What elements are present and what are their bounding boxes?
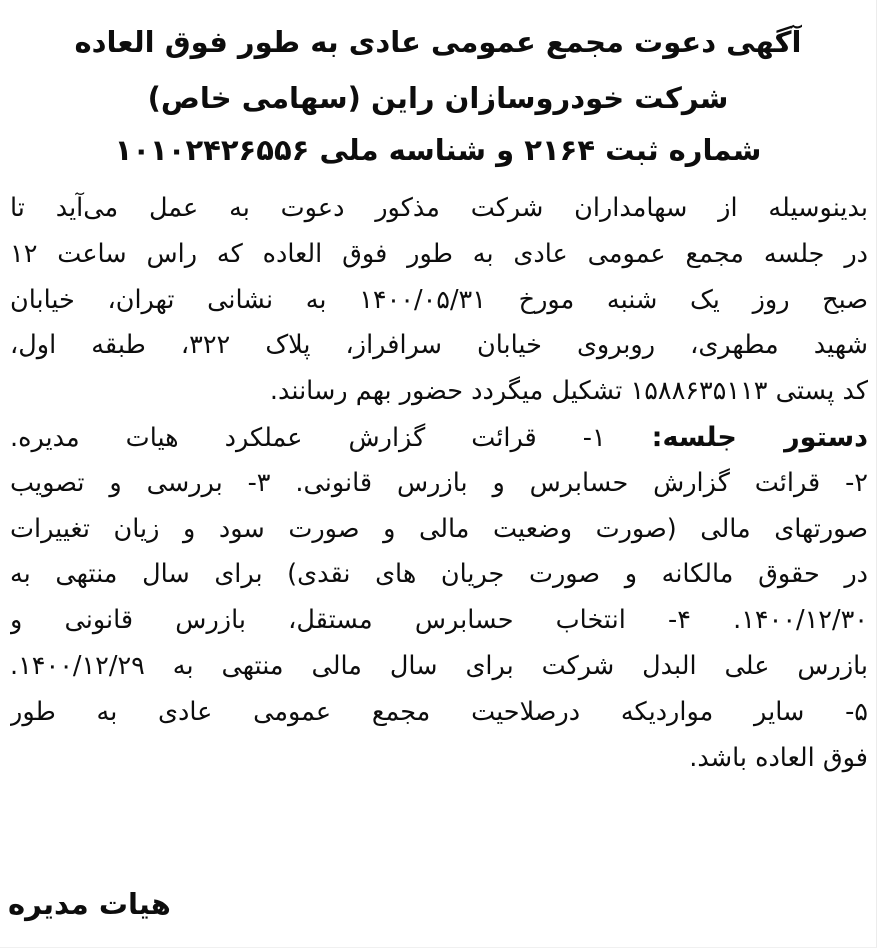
registration-heading: شماره ثبت ۲۱۶۴ و شناسه ملی ۱۰۱۰۲۴۲۶۵۵۶ bbox=[114, 133, 762, 167]
company-name-heading: شرکت خودروسازان راین (سهامی خاص) bbox=[147, 81, 729, 115]
notice-title: آگهی دعوت مجمع عمومی عادی به طور فوق العاده bbox=[74, 25, 802, 59]
agenda-line: بازرس علی البدل شرکت برای سال مالی منتهی به ۱۴۰۰/۱۲/۲۹. bbox=[10, 650, 868, 681]
notice-body bbox=[10, 186, 868, 781]
intro-line: صبح روز یک شنبه مورخ ۱۴۰۰/۰۵/۳۱ به نشانی تهران، خیابان bbox=[10, 284, 868, 315]
agenda-line: صورتهای مالی (صورت وضعیت مالی و صورت سود و زیان تغییرات bbox=[10, 513, 868, 544]
intro-line: در جلسه مجمع عمومی عادی به طور فوق العاده که راس ساعت ۱۲ bbox=[10, 238, 868, 269]
board-signature: هیات مدیره bbox=[8, 887, 171, 921]
intro-line: بدینوسیله از سهامداران شرکت مذکور دعوت به عمل می‌آید تا bbox=[10, 193, 868, 223]
agenda-line: ۵- سایر مواردیکه درصلاحیت مجمع عمومی عادی به طور bbox=[10, 696, 868, 727]
agenda-line: در حقوق مالکانه و صورت جریان های نقدی) برای سال منتهی به bbox=[10, 559, 868, 590]
agenda-label: دستور جلسه: bbox=[651, 421, 868, 453]
intro-line: شهید مطهری، روبروی خیابان سرافراز، پلاک ۳۲۲، طبقه اول، bbox=[10, 330, 868, 361]
intro-line: کد پستی ۱۵۸۸۶۳۵۱۱۳ تشکیل میگردد حضور بهم رسانند. bbox=[269, 376, 868, 407]
agenda-line: فوق العاده باشد. bbox=[689, 742, 868, 773]
agenda-item-1: ۱- قرائت گزارش عملکرد هیات مدیره. bbox=[10, 422, 606, 453]
agenda-first-line bbox=[10, 415, 868, 461]
agenda-line: ۱۴۰۰/۱۲/۳۰. ۴- انتخاب حسابرس مستقل، بازرس قانونی و bbox=[10, 605, 868, 636]
agenda-line: ۲- قرائت گزارش حسابرس و بازرس قانونی. ۳- بررسی و تصویب bbox=[10, 467, 868, 498]
